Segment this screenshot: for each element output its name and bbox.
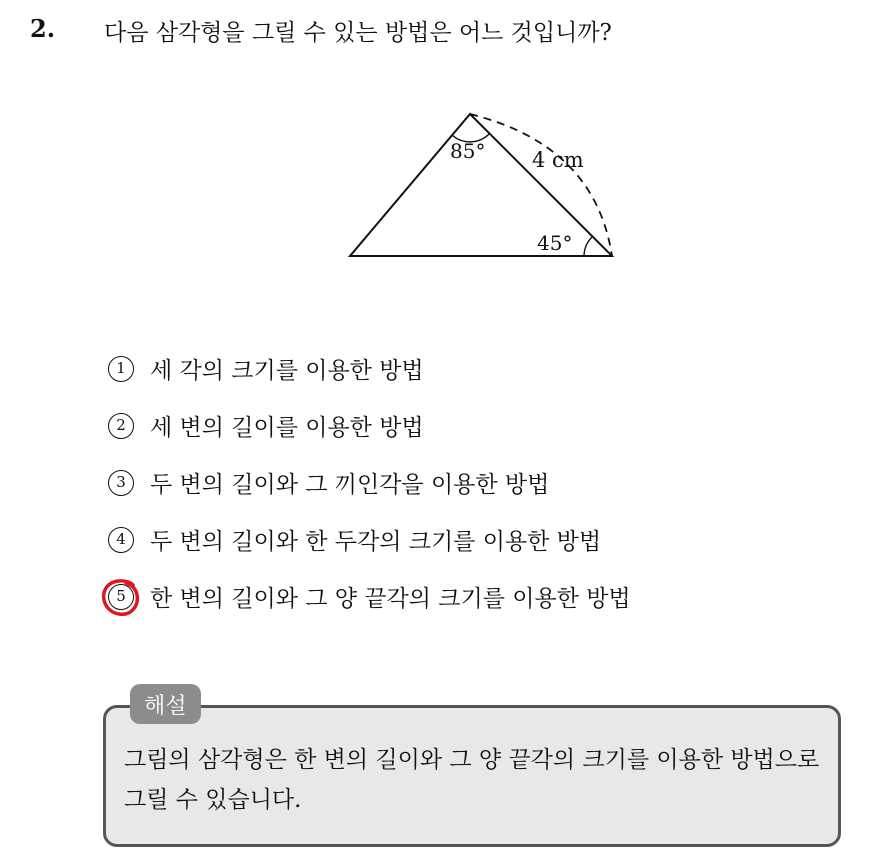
explanation-label: 해설 (130, 684, 201, 724)
option-5[interactable] (108, 568, 828, 625)
option-text: 세 변의 길이를 이용한 방법 (150, 415, 424, 441)
option-text: 두 변의 길이와 그 끼인각을 이용한 방법 (150, 472, 550, 498)
option-text: 두 변의 길이와 한 두각의 크기를 이용한 방법 (150, 529, 602, 555)
question-number: 2. (30, 14, 56, 43)
option-text: 한 변의 길이와 그 양 끝각의 크기를 이용한 방법 (150, 586, 631, 612)
right-angle-label: 45° (537, 231, 573, 255)
triangle (350, 114, 612, 256)
option-3[interactable] (108, 454, 828, 511)
triangle-figure (330, 100, 640, 270)
right-angle-arc (584, 237, 592, 256)
question-text: 다음 삼각형을 그릴 수 있는 방법은 어느 것입니까? (104, 20, 612, 46)
option-2[interactable] (108, 397, 828, 454)
explanation-text: 그림의 삼각형은 한 변의 길이와 그 양 끝각의 크기를 이용한 방법으로 그릴 수 있습니다. (124, 747, 820, 813)
option-number: 1 (108, 356, 134, 382)
option-4[interactable] (108, 511, 828, 568)
top-angle-label: 85° (450, 139, 486, 163)
side-length-label: 4 cm (532, 148, 584, 172)
option-number: 2 (108, 413, 134, 439)
options-list (108, 340, 828, 625)
option-1[interactable] (108, 340, 828, 397)
option-text: 세 각의 크기를 이용한 방법 (150, 358, 424, 384)
option-number: 4 (108, 527, 134, 553)
option-number: 3 (108, 470, 134, 496)
option-number: 5 (108, 584, 134, 610)
